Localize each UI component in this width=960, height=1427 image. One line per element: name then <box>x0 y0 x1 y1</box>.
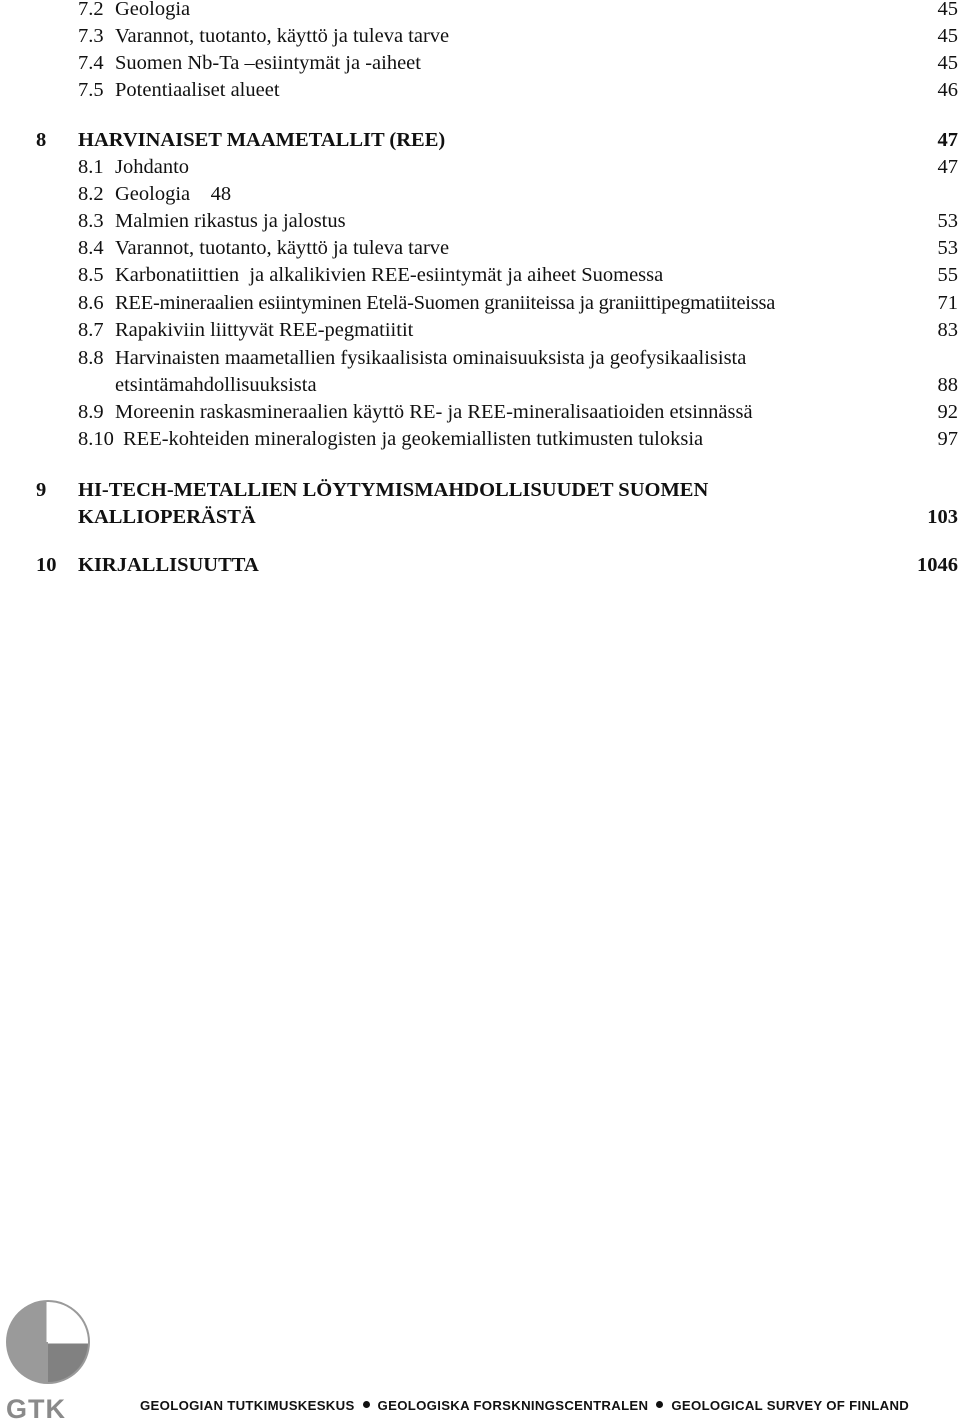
entry-title: Rapakiviin liittyvät REE-pegmatiitit <box>115 319 414 341</box>
entry-title: Moreenin raskasmineraalien käyttö RE- ja REE-mineralisaatioiden etsinnässä <box>115 401 753 423</box>
entry-number: 8.4 <box>78 237 104 259</box>
entry-page: 55 <box>937 264 958 286</box>
entry-title: Geologia <box>115 0 191 20</box>
entry-title: REE-kohteiden mineralogisten ja geokemiallisten tutkimusten tuloksia <box>123 428 704 450</box>
entry-number: 8.7 <box>78 319 104 341</box>
entry-number: 8.5 <box>78 264 104 286</box>
entry-page: 53 <box>937 237 958 259</box>
entry-page: 88 <box>937 374 958 396</box>
bullet-separator-icon <box>656 1401 663 1408</box>
entry-number: 8.1 <box>78 156 104 178</box>
chapter-page: 1046 <box>917 554 958 576</box>
entry-number: 7.5 <box>78 79 104 101</box>
entry-number: 7.3 <box>78 25 104 47</box>
entry-title: Karbonatiittien ja alkalikivien REE-esiintymät ja aiheet Suomessa <box>115 264 664 286</box>
entry-number: 8.9 <box>78 401 104 423</box>
entry-page: 71 <box>937 292 958 314</box>
entry-number: 8.10 <box>78 428 114 450</box>
entry-title: Malmien rikastus ja jalostus <box>115 210 346 232</box>
chapter-page: 47 <box>937 129 958 151</box>
chapter-page: 103 <box>927 506 958 528</box>
toc-chapter-9[interactable] <box>0 477 960 531</box>
entry-title: Varannot, tuotanto, käyttö ja tuleva tarve <box>115 25 450 47</box>
entry-number: 8.6 <box>78 292 104 314</box>
page-footer <box>0 1298 960 1427</box>
bullet-separator-icon <box>363 1401 370 1408</box>
entry-title-continued: etsintämahdollisuuksista <box>115 374 317 396</box>
org-name-english: GEOLOGICAL SURVEY OF FINLAND <box>671 1398 910 1413</box>
organization-names <box>140 1398 909 1413</box>
entry-page: 45 <box>937 52 958 74</box>
chapter-title-continued: KALLIOPERÄSTÄ <box>78 506 256 528</box>
entry-title: Harvinaisten maametallien fysikaalisista ominaisuuksista ja geofysikaalisista <box>115 347 747 369</box>
toc-entry-8-8[interactable] <box>0 345 960 399</box>
entry-page: 53 <box>937 210 958 232</box>
entry-title: Geologia 48 <box>115 183 232 205</box>
entry-page: 45 <box>937 0 958 20</box>
entry-page: 83 <box>937 319 958 341</box>
gtk-globe-logo-icon <box>4 1298 104 1398</box>
org-name-swedish: GEOLOGISKA FORSKNINGSCENTRALEN <box>377 1398 649 1413</box>
entry-number: 7.4 <box>78 52 104 74</box>
entry-title: Suomen Nb-Ta –esiintymät ja -aiheet <box>115 52 421 74</box>
chapter-title: KIRJALLISUUTTA <box>78 554 259 576</box>
entry-page: 97 <box>937 428 958 450</box>
entry-page: 47 <box>937 156 958 178</box>
entry-title: Johdanto <box>115 156 190 178</box>
entry-number: 8.3 <box>78 210 104 232</box>
chapter-number: 10 <box>36 554 57 576</box>
org-name-finnish: GEOLOGIAN TUTKIMUSKESKUS <box>140 1398 355 1413</box>
chapter-title: HARVINAISET MAAMETALLIT (REE) <box>78 129 446 151</box>
entry-number: 8.2 <box>78 183 104 205</box>
chapter-number: 9 <box>36 479 47 501</box>
chapter-title: HI-TECH-METALLIEN LÖYTYMISMAHDOLLISUUDET SUOMEN <box>78 479 709 501</box>
entry-title: REE-mineraalien esiintyminen Etelä-Suomen graniiteissa ja graniittipegmatiiteissa <box>115 292 776 314</box>
entry-title: Varannot, tuotanto, käyttö ja tuleva tarve <box>115 237 450 259</box>
entry-number: 7.2 <box>78 0 104 20</box>
entry-page: 46 <box>937 79 958 101</box>
entry-title: Potentiaaliset alueet <box>115 79 280 101</box>
entry-number: 8.8 <box>78 347 104 369</box>
chapter-number: 8 <box>36 129 47 151</box>
gtk-logo-text: GTK <box>6 1394 66 1424</box>
entry-page: 92 <box>937 401 958 423</box>
entry-page: 45 <box>937 25 958 47</box>
